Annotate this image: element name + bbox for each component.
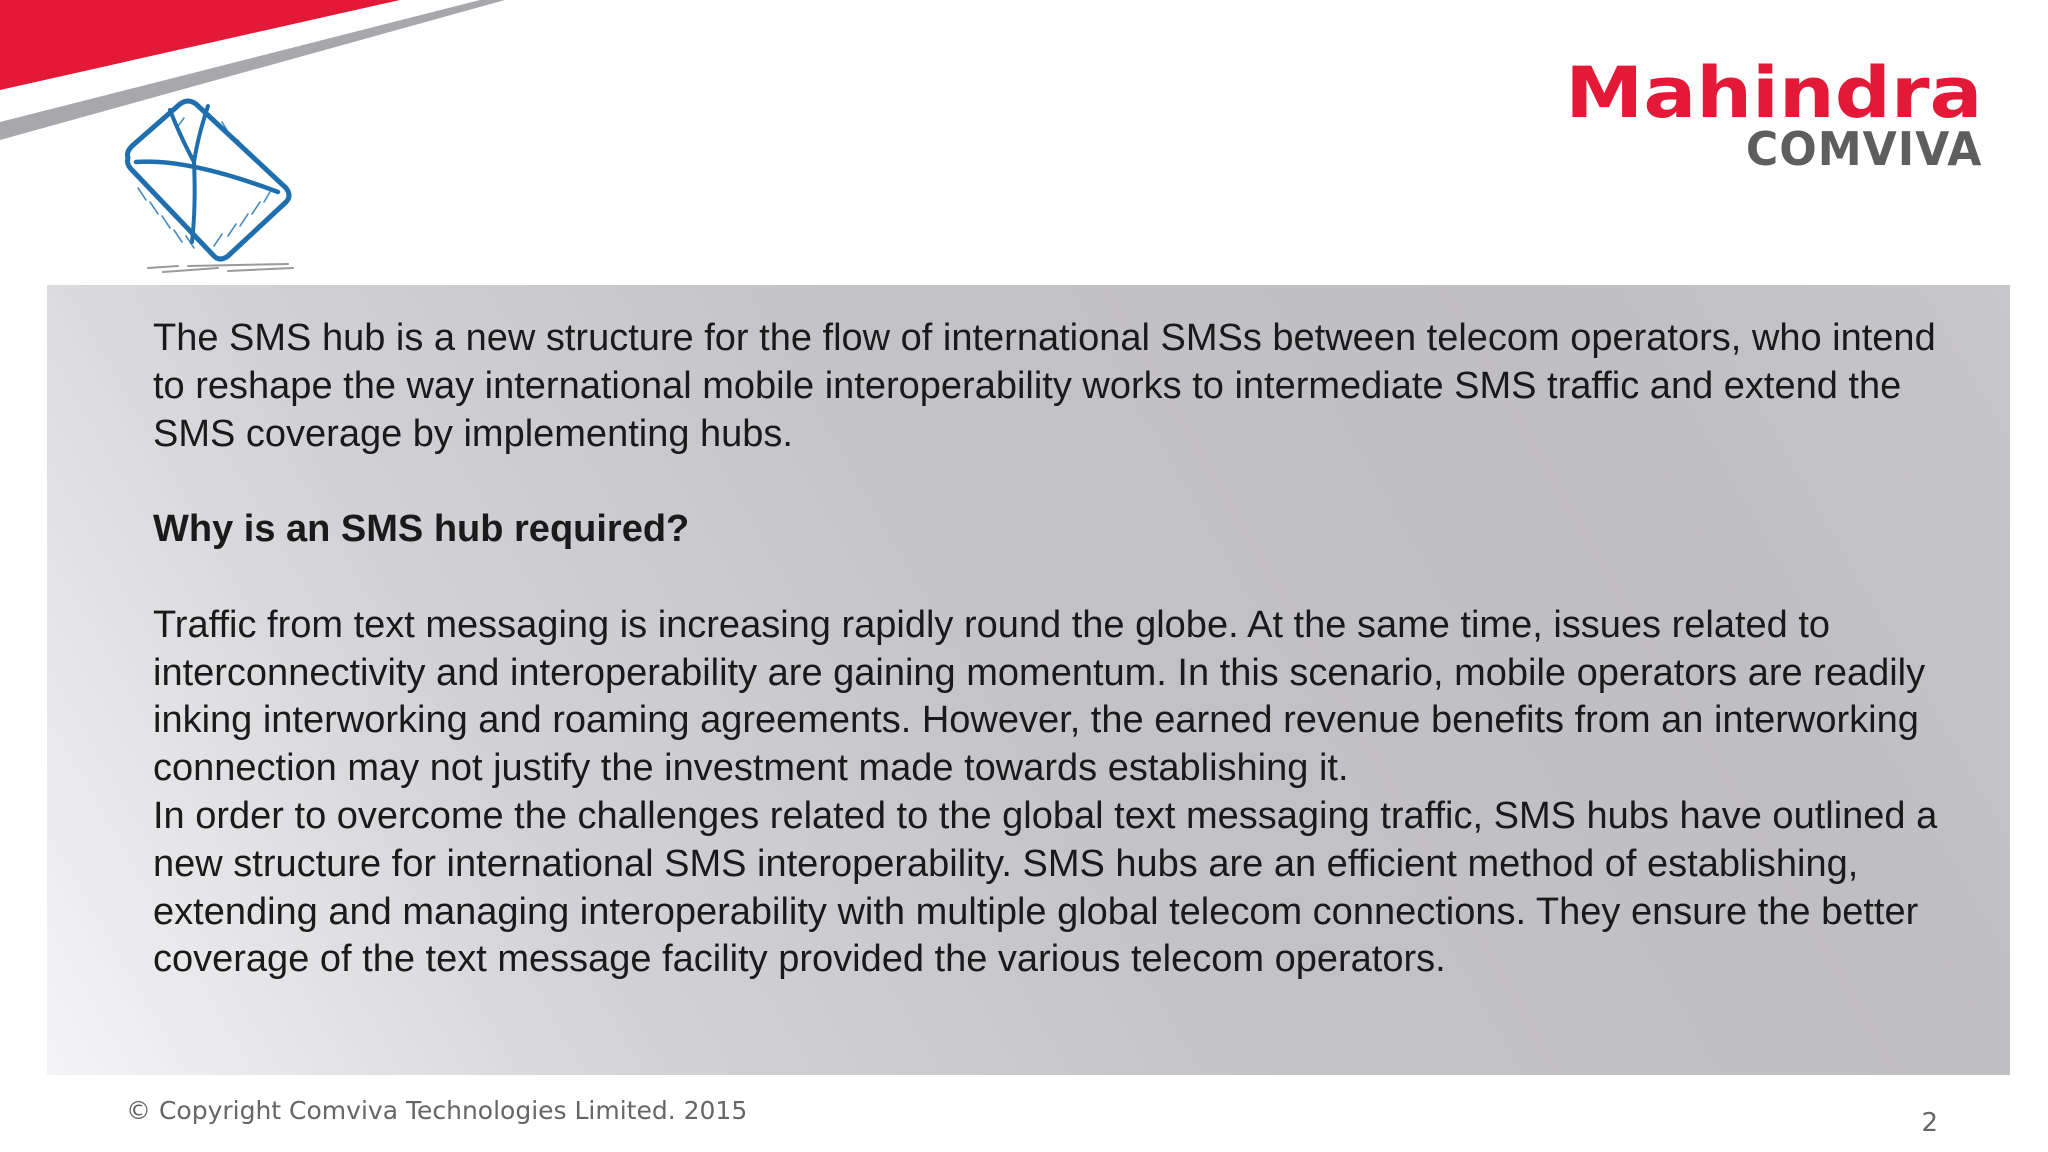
section-heading: Why is an SMS hub required? (153, 508, 690, 551)
envelope-icon (118, 96, 308, 276)
intro-paragraph: The SMS hub is a new structure for the flow of international SMSs between telecom operators, who intend to reshape the way international mobile interoperability works to intermediate SMS traffic and extend the SMS coverage by implementing hubs. (153, 317, 1936, 455)
content-panel (47, 285, 2010, 1075)
copyright-footer: © Copyright Comviva Technologies Limited. 2015 (126, 1096, 748, 1125)
page-number: 2 (1921, 1108, 1938, 1138)
logo-brand-text: Mahindra (1564, 52, 1982, 134)
content-text (153, 315, 1973, 984)
traffic-paragraph: Traffic from text messaging is increasing rapidly round the globe. At the same time, issues related to interconnectivity and interoperability are gaining momentum. In this scenario, mobile operators are readily inking interworking and roaming agreements. However, the earned revenue benefits from an interworking connection may not justify the investment made towards establishing it. (153, 603, 1926, 790)
paragraph-spacer (153, 554, 1973, 602)
paragraph-spacer (153, 458, 1973, 506)
hubs-paragraph: In order to overcome the challenges related to the global text messaging traffic, SMS hubs have outlined a new structure for international SMS interoperability. SMS hubs are an efficient method of establishing, extending and managing interoperability with multiple global telecom connections. They ensure the better coverage of the text message facility provided the various telecom operators. (153, 794, 1938, 981)
mahindra-comviva-logo (1564, 52, 1982, 176)
logo-sub-text: COMVIVA (1745, 122, 1982, 176)
